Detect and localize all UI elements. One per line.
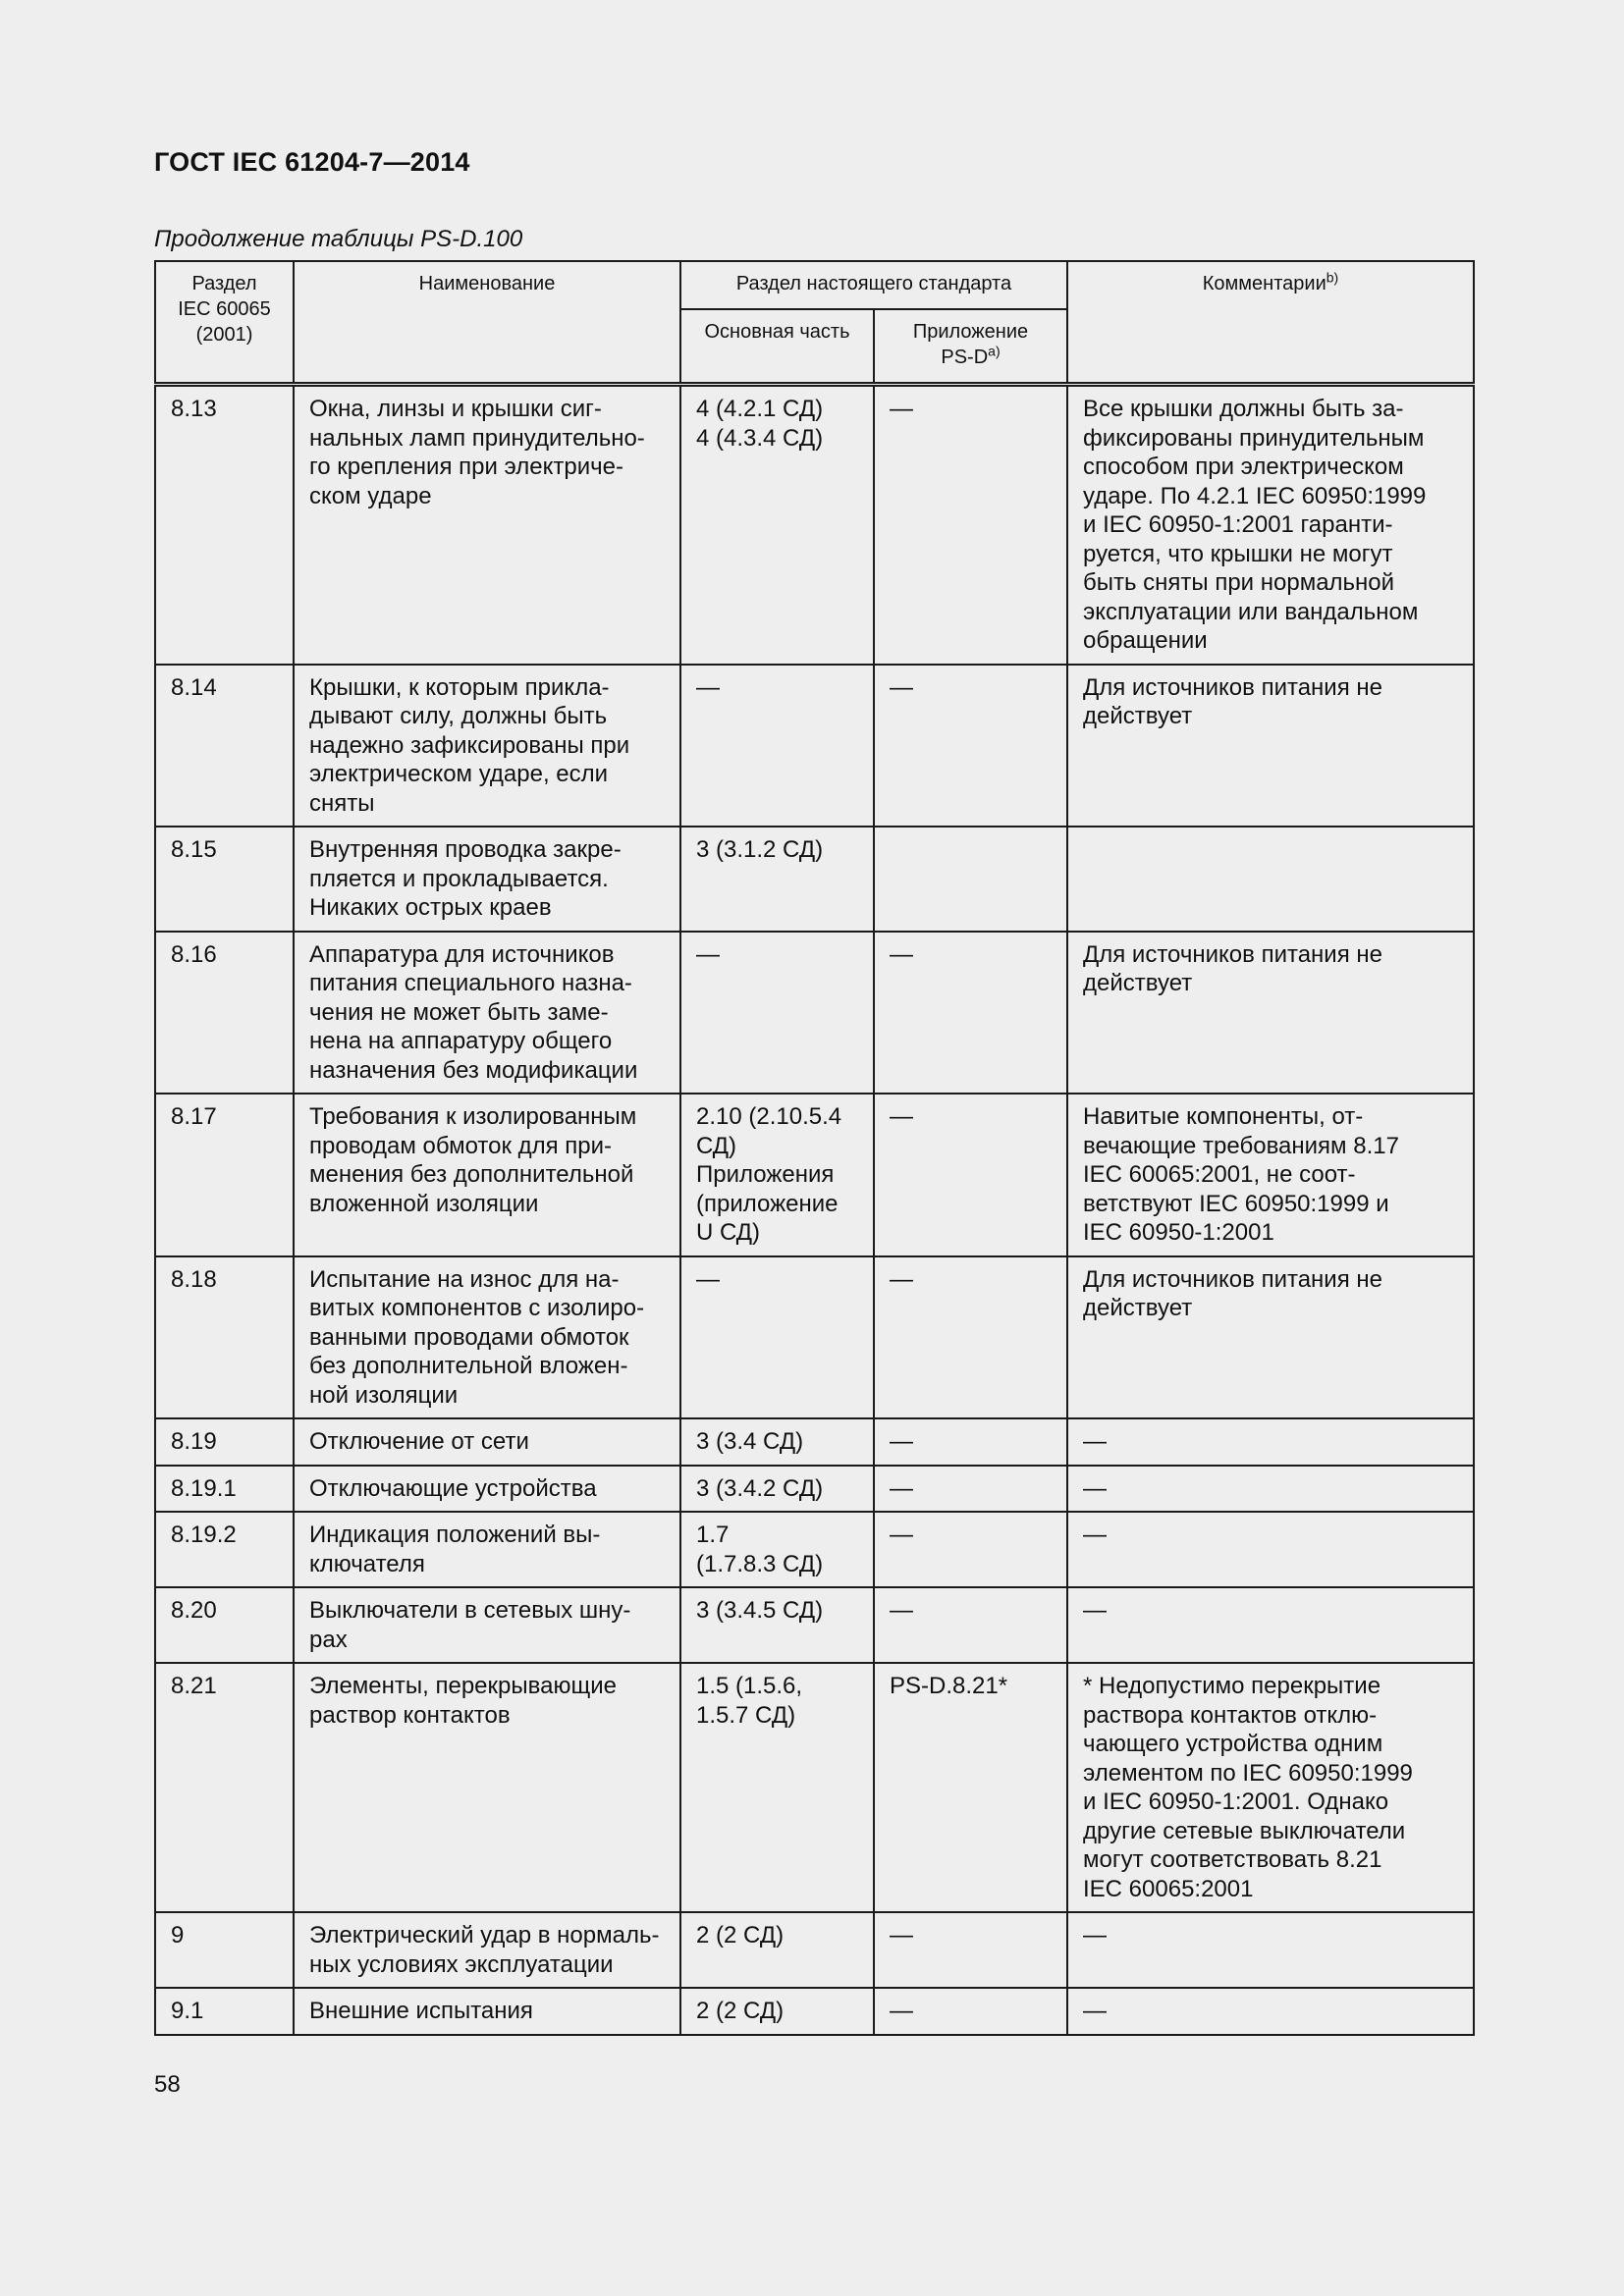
cell-annex-line: — [890, 1265, 913, 1293]
cell-main-part-line: 1.5.7 СД) [696, 1701, 796, 1729]
cell-main-part-line: 1.5 (1.5.6, [696, 1673, 803, 1699]
cell-annex-line: — [890, 673, 913, 701]
cell-comment [1067, 1587, 1474, 1663]
cell-main-part [680, 1466, 874, 1513]
cell-annex-line: — [890, 1597, 913, 1624]
cell-name-line: го крепления при электриче- [309, 454, 623, 480]
cell-comment [1067, 1466, 1474, 1513]
cell-name-line: ных условиях эксплуатации [309, 1950, 614, 1978]
cell-name [294, 1466, 680, 1513]
cell-main-part [680, 1512, 874, 1587]
cell-name-line: надежно зафиксированы при [309, 731, 630, 759]
table-header [155, 261, 1474, 385]
cell-comment-line: IEC 60950-1:2001 [1083, 1219, 1274, 1246]
cell-section: 8.19.1 [155, 1466, 294, 1513]
cell-name-line: нена на аппаратуру общего [309, 1028, 613, 1054]
cell-comment-line: IEC 60065:2001, не соот- [1083, 1161, 1356, 1188]
cell-name [294, 1912, 680, 1988]
cell-name-line: менения без дополнительной [309, 1161, 634, 1188]
cell-comment-line: и IEC 60950-1:2001 гаранти- [1083, 511, 1393, 538]
cell-comment-line: эксплуатации или вандальном [1083, 598, 1419, 625]
cell-comment-line: вечающие требованиям 8.17 [1083, 1132, 1399, 1159]
cell-annex-line: — [890, 1428, 913, 1455]
cell-comment-line: и IEC 60950-1:2001. Однако [1083, 1789, 1389, 1815]
cell-main-part-line: 2 (2 СД) [696, 1922, 785, 1949]
cell-comment-line: чающего устройства одним [1083, 1731, 1383, 1757]
cell-comment-line: ветствуют IEC 60950:1999 и [1083, 1190, 1389, 1217]
cell-name-line: ключателя [309, 1550, 425, 1577]
cell-name-line: Внешние испытания [309, 1998, 533, 2024]
header-comments [1067, 261, 1474, 385]
cell-comment-line: — [1083, 1998, 1107, 2024]
cell-annex-line: — [890, 396, 913, 422]
table-row [155, 1663, 1474, 1912]
cell-main-part [680, 1988, 874, 2035]
cell-main-part [680, 665, 874, 828]
cell-main-part-line: 3 (3.4.2 СД) [696, 1474, 824, 1502]
cell-name-line: Отключение от сети [309, 1428, 529, 1455]
cell-main-part [680, 1663, 874, 1912]
cell-name [294, 385, 680, 665]
header-annex-line: Приложение [912, 321, 1029, 343]
header-annex [874, 309, 1067, 385]
table-row [155, 932, 1474, 1095]
cell-main-part-line: 2 (2 СД) [696, 1998, 785, 2024]
header-comments-label: Комментарии [1202, 273, 1326, 294]
cell-main-part [680, 932, 874, 1095]
document-title: ГОСТ IEC 61204-7—2014 [154, 147, 470, 177]
cell-main-part-line: 1.7 [696, 1522, 730, 1548]
table-row [155, 1912, 1474, 1988]
cell-comment [1067, 665, 1474, 828]
cell-comment [1067, 932, 1474, 1095]
cell-main-part-line: — [696, 1265, 720, 1293]
cell-annex [874, 1988, 1067, 2035]
cell-name-line: Выключатели в сетевых шну- [309, 1597, 631, 1624]
cell-main-part [680, 1418, 874, 1466]
cell-name-line: электрическом ударе, если [309, 761, 609, 787]
header-std-section: Раздел настоящего стандарта [680, 261, 1067, 309]
cell-main-part-line: — [696, 940, 720, 968]
cell-annex [874, 1256, 1067, 1419]
table-row [155, 665, 1474, 828]
cell-comment-line: элементом по IEC 60950:1999 [1083, 1759, 1413, 1787]
cell-annex [874, 1466, 1067, 1513]
cell-comment-line: — [1083, 1474, 1107, 1502]
cell-comment-line: другие сетевые выключатели [1083, 1817, 1406, 1844]
cell-name [294, 1418, 680, 1466]
cell-main-part-line: 4 (4.3.4 СД) [696, 424, 824, 452]
header-section-line: IEC 60065 [178, 298, 271, 320]
table-row [155, 1094, 1474, 1256]
cell-name-line: Индикация положений вы- [309, 1522, 601, 1548]
cell-comment [1067, 1988, 1474, 2035]
cell-name [294, 1094, 680, 1256]
table-caption: Продолжение таблицы PS-D.100 [154, 226, 523, 252]
cell-name-line: нальных ламп принудительно- [309, 424, 645, 452]
cell-name-line: чения не может быть заме- [309, 998, 609, 1026]
cell-name-line: дывают силу, должны быть [309, 703, 608, 729]
cell-annex-line: — [890, 1522, 913, 1548]
cell-name-line: витых компонентов с изолиро- [309, 1295, 645, 1321]
cell-comment [1067, 385, 1474, 665]
table-body [155, 385, 1474, 2035]
cell-name-line: Внутренняя проводка закре- [309, 836, 622, 863]
cell-name-line: Испытание на износ для на- [309, 1265, 620, 1293]
cell-annex [874, 665, 1067, 828]
cell-main-part-line: Приложения [696, 1161, 835, 1188]
cell-name-line: питания специального назна- [309, 970, 632, 996]
cell-comment-line: действует [1083, 970, 1193, 996]
standards-table [154, 260, 1475, 2036]
cell-comment [1067, 1256, 1474, 1419]
cell-section: 9.1 [155, 1988, 294, 2035]
table-row [155, 1466, 1474, 1513]
cell-name-line: назначения без модификации [309, 1056, 638, 1084]
header-comments-footnote: b) [1326, 269, 1339, 286]
cell-comment-line: — [1083, 1597, 1107, 1624]
cell-annex-line: — [890, 1103, 913, 1130]
header-main-part: Основная часть [680, 309, 874, 385]
cell-main-part-line: 3 (3.4.5 СД) [696, 1597, 824, 1624]
cell-name-line: Аппаратура для источников [309, 940, 615, 968]
cell-main-part [680, 1912, 874, 1988]
cell-comment-line: ударе. По 4.2.1 IEC 60950:1999 [1083, 482, 1427, 509]
cell-name [294, 1512, 680, 1587]
cell-annex [874, 385, 1067, 665]
cell-main-part [680, 827, 874, 932]
cell-annex-line: PS-D.8.21* [890, 1673, 1008, 1699]
cell-comment-line: могут соответствовать 8.21 [1083, 1846, 1382, 1873]
cell-comment-line: * Недопустимо перекрытие [1083, 1673, 1381, 1699]
header-section-line: (2001) [195, 324, 253, 346]
cell-name-line: проводам обмоток для при- [309, 1132, 613, 1159]
table-row [155, 827, 1474, 932]
cell-section: 8.19 [155, 1418, 294, 1466]
cell-comment [1067, 827, 1474, 932]
cell-name-line: рах [309, 1626, 348, 1653]
header-section-line: Раздел [191, 273, 257, 294]
cell-name-line: раствор контактов [309, 1701, 511, 1729]
cell-name [294, 1256, 680, 1419]
table-row [155, 385, 1474, 665]
cell-comment-line: — [1083, 1922, 1107, 1949]
cell-name [294, 1663, 680, 1912]
cell-comment-line: фиксированы принудительным [1083, 424, 1425, 452]
cell-comment-line: способом при электрическом [1083, 454, 1404, 480]
cell-section: 8.16 [155, 932, 294, 1095]
cell-comment-line: — [1083, 1428, 1107, 1455]
cell-comment-line: обращении [1083, 627, 1208, 654]
header-annex-line: PS-D [941, 347, 989, 368]
cell-main-part-line: 4 (4.2.1 СД) [696, 396, 824, 422]
cell-annex [874, 1912, 1067, 1988]
cell-main-part [680, 1094, 874, 1256]
cell-comment-line: IEC 60065:2001 [1083, 1875, 1254, 1902]
table-row [155, 1512, 1474, 1587]
cell-annex [874, 932, 1067, 1095]
cell-annex [874, 1094, 1067, 1256]
cell-main-part-line: (приложение [696, 1190, 839, 1217]
cell-section: 8.19.2 [155, 1512, 294, 1587]
cell-main-part [680, 1256, 874, 1419]
cell-main-part-line: U СД) [696, 1219, 761, 1246]
cell-name-line: без дополнительной вложен- [309, 1353, 628, 1379]
cell-main-part-line: 3 (3.1.2 СД) [696, 836, 824, 863]
cell-comment-line: быть сняты при нормальной [1083, 569, 1395, 596]
cell-section: 8.20 [155, 1587, 294, 1663]
cell-section: 8.17 [155, 1094, 294, 1256]
cell-name-line: Требования к изолированным [309, 1103, 637, 1130]
cell-name-line: ной изоляции [309, 1381, 459, 1409]
cell-annex [874, 1418, 1067, 1466]
cell-main-part-line: (1.7.8.3 СД) [696, 1550, 824, 1577]
cell-annex-line: — [890, 1922, 913, 1949]
cell-comment-line: Для источников питания не [1083, 940, 1382, 968]
cell-name-line: Никаких острых краев [309, 894, 552, 921]
cell-annex [874, 1663, 1067, 1912]
header-name: Наименование [294, 261, 680, 385]
cell-annex-line: — [890, 1474, 913, 1502]
cell-section: 8.14 [155, 665, 294, 828]
cell-annex [874, 827, 1067, 932]
cell-main-part-line: — [696, 673, 720, 701]
cell-name-line: Электрический удар в нормаль- [309, 1922, 660, 1949]
cell-comment [1067, 1912, 1474, 1988]
cell-comment [1067, 1663, 1474, 1912]
cell-comment-line: руется, что крышки не могут [1083, 540, 1393, 567]
cell-comment-line: Все крышки должны быть за- [1083, 396, 1404, 422]
table-row [155, 1587, 1474, 1663]
cell-annex [874, 1587, 1067, 1663]
cell-section: 8.13 [155, 385, 294, 665]
cell-comment-line: действует [1083, 1295, 1193, 1321]
cell-main-part-line: СД) [696, 1132, 737, 1159]
cell-annex [874, 1512, 1067, 1587]
cell-name-line: сняты [309, 789, 375, 817]
cell-name [294, 932, 680, 1095]
cell-name-line: ванными проводами обмоток [309, 1323, 629, 1351]
cell-comment-line: действует [1083, 703, 1193, 729]
cell-section: 8.18 [155, 1256, 294, 1419]
cell-comment-line: — [1083, 1522, 1107, 1548]
cell-main-part-line: 2.10 (2.10.5.4 [696, 1103, 842, 1130]
cell-section: 9 [155, 1912, 294, 1988]
cell-name [294, 665, 680, 828]
cell-name-line: Окна, линзы и крышки сиг- [309, 396, 602, 422]
cell-comment [1067, 1418, 1474, 1466]
cell-name-line: пляется и прокладывается. [309, 865, 609, 892]
cell-name [294, 1988, 680, 2035]
cell-comment-line: раствора контактов отклю- [1083, 1701, 1378, 1729]
cell-name-line: Элементы, перекрывающие [309, 1673, 617, 1699]
cell-main-part [680, 385, 874, 665]
cell-comment-line: Для источников питания не [1083, 673, 1382, 701]
cell-annex-line: — [890, 940, 913, 968]
cell-name-line: Крышки, к которым прикла- [309, 673, 610, 701]
cell-name-line: вложенной изоляции [309, 1190, 539, 1217]
cell-name-line: Отключающие устройства [309, 1474, 597, 1502]
cell-section: 8.21 [155, 1663, 294, 1912]
cell-main-part [680, 1587, 874, 1663]
cell-section: 8.15 [155, 827, 294, 932]
cell-main-part-line: 3 (3.4 СД) [696, 1428, 804, 1455]
cell-annex-line: — [890, 1998, 913, 2024]
page-number: 58 [154, 2071, 181, 2098]
cell-name [294, 827, 680, 932]
table-row [155, 1988, 1474, 2035]
cell-comment [1067, 1094, 1474, 1256]
cell-comment [1067, 1512, 1474, 1587]
cell-comment-line: Навитые компоненты, от- [1083, 1103, 1364, 1130]
table-row [155, 1256, 1474, 1419]
cell-comment-line: Для источников питания не [1083, 1265, 1382, 1293]
cell-name [294, 1587, 680, 1663]
table-row [155, 1418, 1474, 1466]
cell-name-line: ском ударе [309, 482, 432, 509]
header-annex-footnote: a) [988, 343, 1001, 359]
header-section [155, 261, 294, 385]
